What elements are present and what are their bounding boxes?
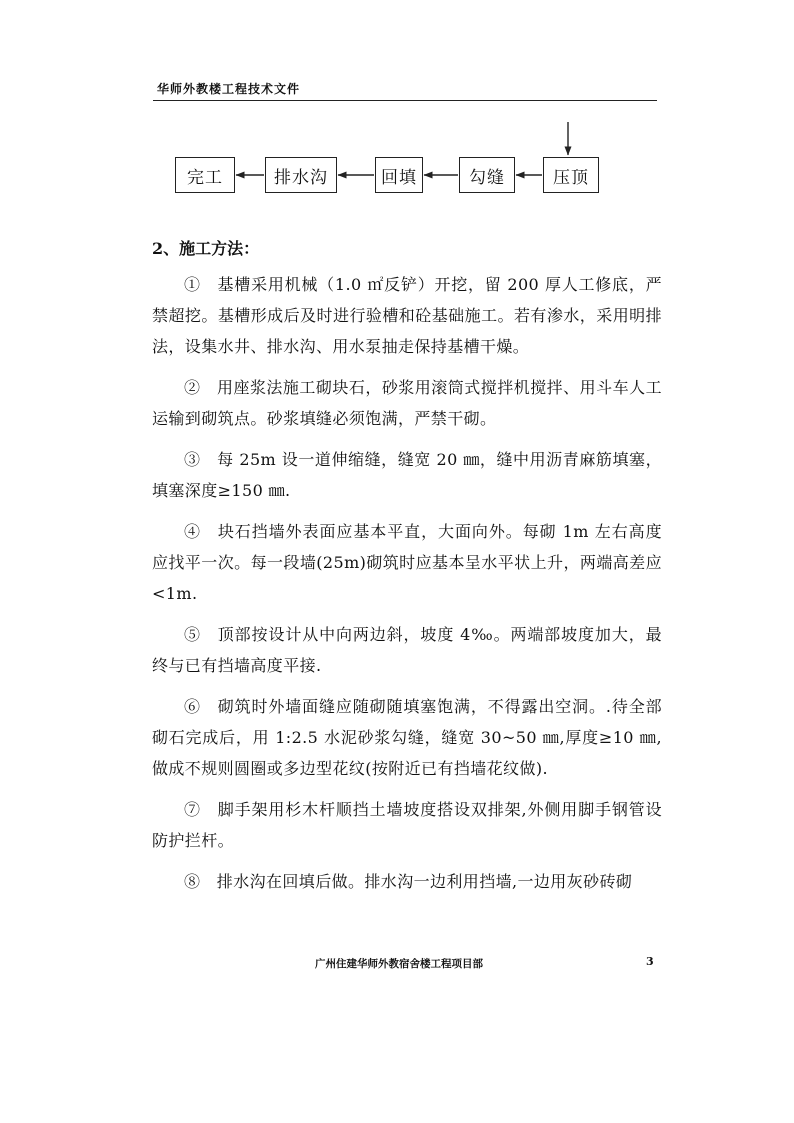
flow-node-huitian: 回填 [375,157,423,193]
flow-node-goufeng: 勾缝 [459,157,515,193]
process-flowchart [0,0,794,220]
method-item-4: ④ 块石挡墙外表面应基本平直，大面向外。每砌 1m 左右高度应找平一次。每一段墙(25m)砌筑时应基本呈水平状上升，两端高差应<1m. [152,522,662,603]
section-title: 2、施工方法： [152,239,260,258]
method-list [152,269,662,907]
method-item-5: ⑤ 顶部按设计从中向两边斜，坡度 4‰。两端部坡度加大，最终与已有挡墙高度平接. [152,625,662,675]
method-item-2: ② 用座浆法施工砌块石，砂浆用滚筒式搅拌机搅拌、用斗车人工运输到砌筑点。砂浆填缝必须饱满，严禁干砌。 [152,378,662,428]
page-number: 3 [646,955,654,968]
footer-text: 广州住建华师外教宿舍楼工程项目部 [315,958,483,970]
flow-node-yading: 压顶 [543,157,599,193]
flow-node-wangong: 完工 [175,157,235,193]
method-item-1: ① 基槽采用机械（1.0 ㎡反铲）开挖，留 200 厚人工修底，严禁超挖。基槽形成后及时进行验槽和砼基础施工。若有渗水，采用明排法，设集水井、排水沟、用水泵抽走保持基槽干燥。 [152,275,662,356]
method-item-7: ⑦ 脚手架用杉木杆顺挡土墙坡度搭设双排架,外侧用脚手钢管设防护拦杆。 [152,800,662,850]
method-item-8: ⑧ 排水沟在回填后做。排水沟一边利用挡墙,一边用灰砂砖砌 [184,872,633,891]
flow-node-paishuigou: 排水沟 [265,157,337,193]
header-title: 华师外教楼工程技术文件 [157,82,301,96]
method-item-3: ③ 每 25m 设一道伸缩缝，缝宽 20 ㎜，缝中用沥青麻筋填塞，填塞深度≥150 ㎜. [152,450,662,500]
method-item-6: ⑥ 砌筑时外墙面缝应随砌随填塞饱满，不得露出空洞。.待全部砌石完成后，用 1:2.5 水泥砂浆勾缝，缝宽 30~50 ㎜,厚度≥10 ㎜,做成不规则圆圈或多边型花纹(按附近已有挡墙花纹做). [152,697,662,778]
